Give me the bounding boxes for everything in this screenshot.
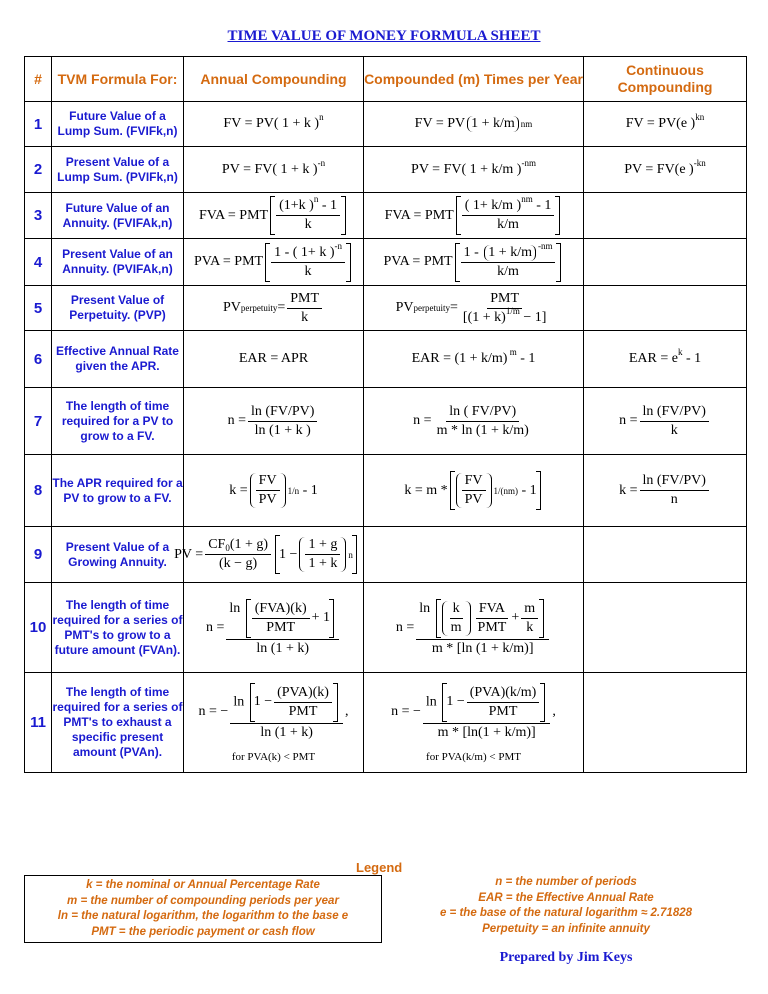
formula-pv-cont: PV = FV(e )$^{-kn}$ xyxy=(584,147,747,193)
formula-pva-annual: PVA = PMT $\frac{1 - ( 1+ k )^{-n}}{k}$ xyxy=(184,239,364,286)
legend-left xyxy=(24,875,382,943)
formula-fv-m: FV = PV 1 + k/m nm xyxy=(364,102,584,147)
legend-item: PMT = the periodic payment or cash flow xyxy=(91,925,315,938)
row-number: 11 xyxy=(25,673,52,773)
formula-ear-annual: EAR = APR xyxy=(184,331,364,388)
table-row xyxy=(25,388,747,455)
formula-fv-cont: FV = PV(e )$^{kn}$ xyxy=(584,102,747,147)
header-row xyxy=(25,57,747,102)
header-continuous: Continuous Compounding xyxy=(584,57,747,102)
header-m-times: Compounded (m) Times per Year xyxy=(364,57,584,102)
legend-item: m = the number of compounding periods per year xyxy=(67,894,339,907)
legend-item: e = the base of the natural logarithm ≈ 2.71828 xyxy=(439,907,693,919)
table-row xyxy=(25,673,747,773)
formula-table xyxy=(24,56,747,773)
table-row xyxy=(25,286,747,331)
formula-n-annual: n = $\frac{\ln (FV/PV)}{\ln (1 + k )}$ xyxy=(184,388,364,455)
row-description: Present Value of Perpetuity. (PVP) xyxy=(52,286,184,331)
formula-n-m: n = $\frac{\ln ( FV/PV)}{m * \ln (1 + k/m)}$ xyxy=(364,388,584,455)
header-annual: Annual Compounding xyxy=(184,57,364,102)
table-row xyxy=(25,455,747,527)
row-description: The length of time required for a series of PMT's to grow to a future amount (FVAn). xyxy=(52,583,184,673)
formula-pv-m: PV = FV( 1 + k/m )$^{-nm}$ xyxy=(364,147,584,193)
row-number: 5 xyxy=(25,286,52,331)
row-number: 1 xyxy=(25,102,52,147)
table-row xyxy=(25,193,747,239)
row-number: 4 xyxy=(25,239,52,286)
row-number: 3 xyxy=(25,193,52,239)
table-row xyxy=(25,527,747,583)
formula-pvga-annual: PV = $\frac{CF_0(1 + g)}{(k - g)}$ 1 − $\frac{1 + g}{1 + k}$ n xyxy=(184,527,364,583)
formula-pv-annual: PV = FV( 1 + k )$^{-n}$ xyxy=(184,147,364,193)
row-number: 8 xyxy=(25,455,52,527)
formula-perp-m: PV perpetuity = $\frac{\text{PMT}}{[(1 + k)^{1/m} - 1]}$ xyxy=(364,286,584,331)
formula-n-cont: n = $\frac{\ln (FV/PV)}{k}$ xyxy=(584,388,747,455)
legend-title: Legend xyxy=(356,860,403,875)
legend-right xyxy=(386,875,746,937)
legend-item: k = the nominal or Annual Percentage Rate xyxy=(86,879,320,891)
row-description: The length of time required for a series of PMT's to exhaust a specific present amount (PVAn). xyxy=(52,673,184,773)
formula-perp-annual: PV perpetuity = $\frac{\text{PMT}}{k}$ xyxy=(184,286,364,331)
row-description: Present Value of an Annuity. (PVIFAk,n) xyxy=(52,239,184,286)
row-description: Future Value of a Lump Sum. (FVIFk,n) xyxy=(52,102,184,147)
formula-ear-cont: EAR = $e^k - 1$ xyxy=(584,331,747,388)
formula-nfva-m: n = ln $\frac{k}{m}$ $\frac{\text{FVA}}{\text{PMT}}$ + $\frac{m}{k}$ m * [ln (1 + k/m)] xyxy=(364,583,584,673)
formula-k-cont: k = $\frac{\ln (FV/PV)}{n}$ xyxy=(584,455,747,527)
table-row xyxy=(25,583,747,673)
row-number: 9 xyxy=(25,527,52,583)
formula-k-annual: k = $\frac{FV}{PV}$ 1/n - 1 xyxy=(184,455,364,527)
row-description: Present Value of a Lump Sum. (PVIFk,n) xyxy=(52,147,184,193)
formula-k-m: k = m * $\frac{FV}{PV}$ 1/(nm) - 1 xyxy=(364,455,584,527)
note-m: for PVA(k/m) < PMT xyxy=(426,750,521,763)
formula-fva-annual: FVA = PMT $\frac{(1+k )^n - 1}{k}$ xyxy=(184,193,364,239)
table-row xyxy=(25,331,747,388)
formula-ear-m: EAR = (1 + k/m) $^m$ - 1 xyxy=(364,331,584,388)
row-number: 7 xyxy=(25,388,52,455)
row-description: Present Value of a Growing Annuity. xyxy=(52,527,184,583)
formula-fva-m: FVA = PMT $\frac{( 1+ k/m )^{nm} - 1}{k/m}$ xyxy=(364,193,584,239)
formula-npva-m: n = − ln 1 − $\frac{\text{(PVA)(k/m)}}{\text{PMT}}$ m * [ln(1 + k/m)] , for PVA(k/m) < PMT xyxy=(364,673,584,773)
formula-pva-m: PVA = PMT $\frac{1 - 1 + k/m ^{-nm}}{k/m}$ xyxy=(364,239,584,286)
table-row xyxy=(25,147,747,193)
formula-fv-annual: FV = PV( 1 + k )$^n$ xyxy=(184,102,364,147)
row-number: 10 xyxy=(25,583,52,673)
row-number: 6 xyxy=(25,331,52,388)
row-number: 2 xyxy=(25,147,52,193)
row-description: The length of time required for a PV to grow to a FV. xyxy=(52,388,184,455)
table-row xyxy=(25,102,747,147)
note-annual: for PVA(k) < PMT xyxy=(231,750,316,763)
header-formula-for: TVM Formula For: xyxy=(52,57,184,102)
row-description: The APR required for a PV to grow to a FV. xyxy=(52,455,184,527)
header-num: # xyxy=(25,57,52,102)
row-description: Future Value of an Annuity. (FVIFAk,n) xyxy=(52,193,184,239)
row-description: Effective Annual Rate given the APR. xyxy=(52,331,184,388)
formula-nfva-annual: n = ln $\frac{\text{(FVA)(k)}}{\text{PMT}}$ + 1 ln (1 + k) xyxy=(184,583,364,673)
prepared-by: Prepared by Jim Keys xyxy=(499,950,633,965)
formula-npva-annual: n = − ln 1 − $\frac{\text{(PVA)(k)}}{\text{PMT}}$ ln (1 + k) , for PVA(k) < PMT xyxy=(184,673,364,773)
legend-item: n = the number of periods xyxy=(495,876,637,888)
legend-item: ln = the natural logarithm, the logarithm to the base e xyxy=(57,910,349,922)
sheet-title: TIME VALUE OF MONEY FORMULA SHEET xyxy=(227,28,541,44)
table-row xyxy=(25,239,747,286)
legend-item: EAR = the Effective Annual Rate xyxy=(478,891,654,904)
legend-item: Perpetuity = an infinite annuity xyxy=(482,922,650,935)
